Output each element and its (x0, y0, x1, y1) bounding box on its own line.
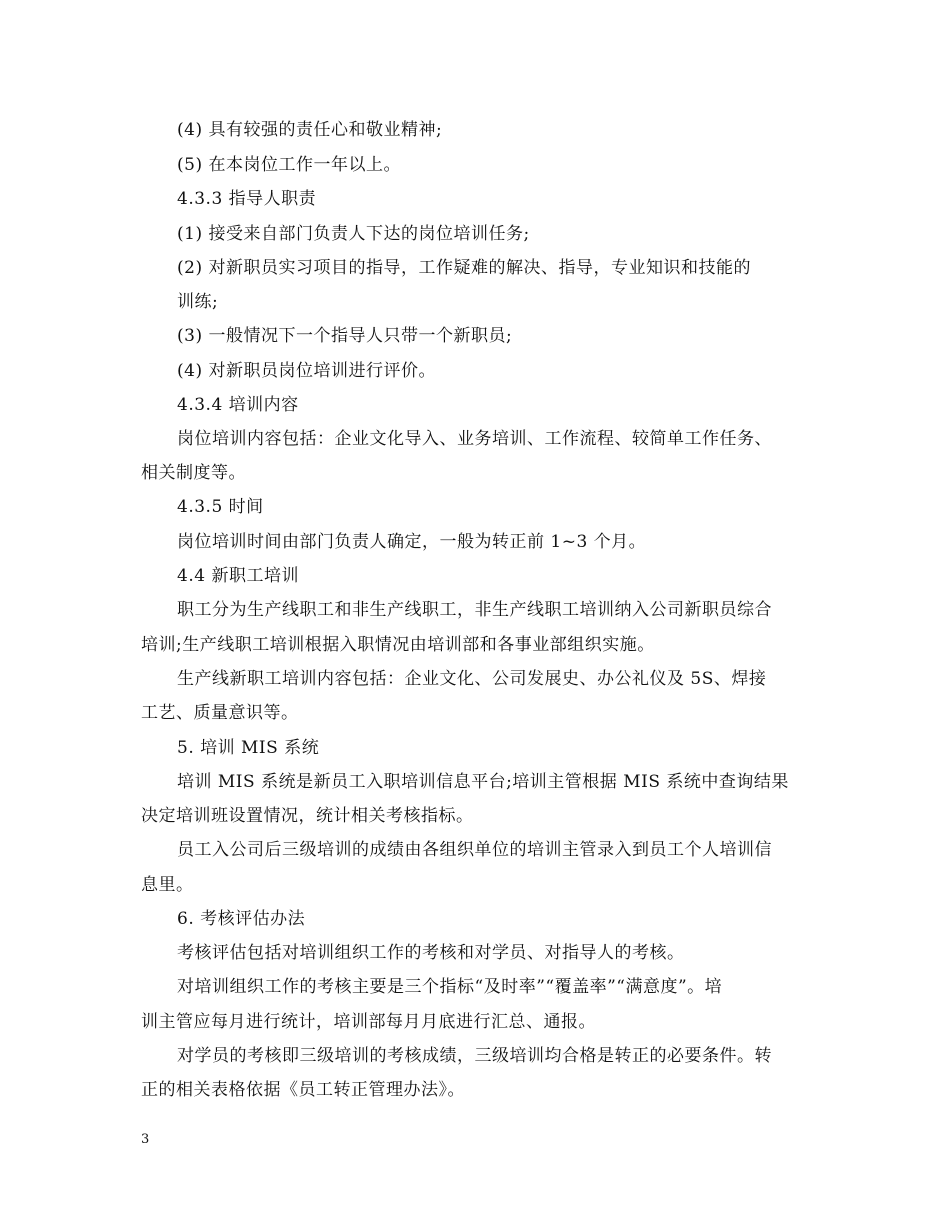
paragraph-line: 员工入公司后三级培训的成绩由各组织单位的培训主管录入到员工个人培训信 (177, 840, 772, 860)
text-line: (4) 对新职员岗位培训进行评价。 (177, 361, 436, 381)
section-heading: 4.3.4 培训内容 (177, 395, 299, 415)
page-number: 3 (141, 1132, 150, 1147)
paragraph-line: 息里。 (141, 875, 194, 895)
paragraph-line: 培训;生产线职工培训根据入职情况由培训部和各事业部组织实施。 (141, 635, 655, 655)
section-heading: 6. 考核评估办法 (177, 909, 306, 929)
paragraph-line: 相关制度等。 (141, 463, 246, 483)
text-line: (4) 具有较强的责任心和敬业精神; (177, 120, 443, 140)
section-heading: 4.3.3 指导人职责 (177, 189, 317, 209)
paragraph-line: 正的相关表格依据《员工转正管理办法》。 (141, 1080, 465, 1100)
paragraph-line: 岗位培训时间由部门负责人确定，一般为转正前 1~3 个月。 (177, 532, 647, 552)
paragraph-line: 训主管应每月进行统计，培训部每月月底进行汇总、通报。 (141, 1012, 596, 1032)
paragraph-line: 岗位培训内容包括：企业文化导入、业务培训、工作流程、较简单工作任务、 (177, 429, 772, 449)
section-heading: 4.4 新职工培训 (177, 566, 299, 586)
paragraph-line: 决定培训班设置情况，统计相关考核指标。 (141, 806, 474, 826)
paragraph-line: 生产线新职工培训内容包括：企业文化、公司发展史、办公礼仪及 5S、焊接 (177, 669, 767, 689)
paragraph-line: 工艺、质量意识等。 (141, 703, 299, 723)
paragraph-line: 对学员的考核即三级培训的考核成绩，三级培训均合格是转正的必要条件。转 (177, 1046, 772, 1066)
paragraph-line: 考核评估包括对培训组织工作的考核和对学员、对指导人的考核。 (177, 943, 685, 963)
text-line: (1) 接受来自部门负责人下达的岗位培训任务; (177, 224, 530, 244)
paragraph-line: 职工分为生产线职工和非生产线职工，非生产线职工培训纳入公司新职员综合 (177, 600, 772, 620)
text-line: (3) 一般情况下一个指导人只带一个新职员; (177, 326, 513, 346)
text-line: (2) 对新职员实习项目的指导，工作疑难的解决、指导，专业知识和技能的 (177, 258, 751, 278)
section-heading: 4.3.5 时间 (177, 497, 264, 517)
text-line: (5) 在本岗位工作一年以上。 (177, 155, 401, 175)
paragraph-line: 培训 MIS 系统是新员工入职培训信息平台;培训主管根据 MIS 系统中查询结果 (177, 772, 789, 792)
text-line: 训练; (177, 292, 219, 312)
paragraph-line: 对培训组织工作的考核主要是三个指标“及时率”“覆盖率”“满意度”。培 (177, 977, 723, 997)
section-heading: 5. 培训 MIS 系统 (177, 738, 320, 758)
